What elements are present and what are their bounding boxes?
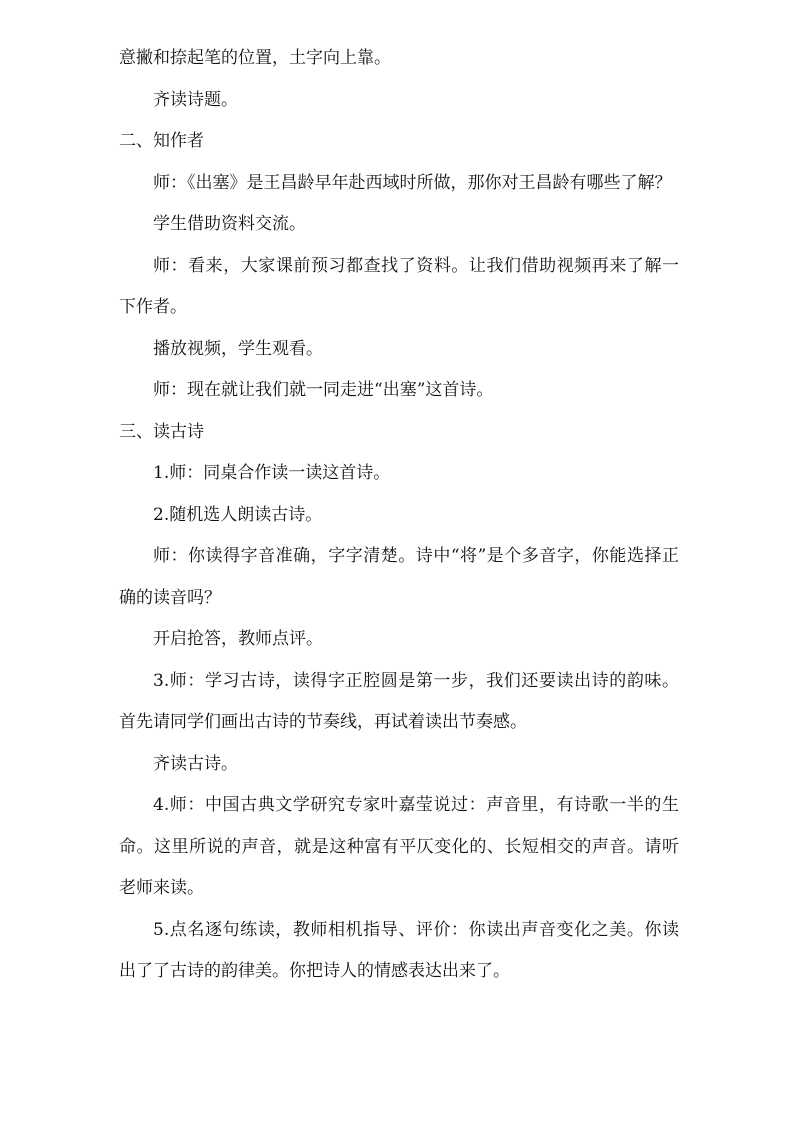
paragraph-student-exchange: 学生借助资料交流。 [153,214,306,234]
paragraph-teacher-pronunciation: 师：你读得字音准确，字字清楚。诗中“将”是个多音字，你能选择正确的读音吗？ [119,546,679,608]
paragraph-step-4: 4.师：中国古典文学研究专家叶嘉莹说过：声音里，有诗歌一半的生命。这里所说的声音，就是这种富有平仄变化的、长短相交的声音。请听老师来读。 [119,795,679,898]
document-body [119,38,679,993]
paragraph-step-2: 2.随机选人朗读古诗。 [153,504,323,525]
paragraph-read-poem: 齐读古诗。 [153,753,238,774]
paragraph-quick-answer: 开启抢答，教师点评。 [153,629,323,649]
paragraph-continued: 意撇和捺起笔的位置，土字向上靠。 [119,48,391,68]
section-heading-read-poem: 三、读古诗 [119,421,204,442]
section-heading-author: 二、知作者 [119,131,204,151]
paragraph-play-video: 播放视频，学生观看。 [153,338,323,359]
paragraph-step-1: 1.师：同桌合作读一读这首诗。 [153,463,391,483]
paragraph-teacher-video: 师：看来，大家课前预习都查找了资料。让我们借助视频再来了解一下作者。 [119,255,679,317]
paragraph-read-title: 齐读诗题。 [153,89,238,110]
paragraph-teacher-question-author: 师：《出塞》是王昌龄早年赴西域时所做，那你对王昌龄有哪些了解？ [153,172,672,193]
paragraph-step-5: 5.点名逐句练读，教师相机指导、评价：你读出声音变化之美。你读出了了古诗的韵律美。你把诗人的情感表达出来了。 [119,919,679,981]
paragraph-teacher-enter-poem: 师：现在就让我们就一同走进“出塞”这首诗。 [153,380,494,400]
paragraph-step-3: 3.师：学习古诗，读得字正腔圆是第一步，我们还要读出诗的韵味。首先请同学们画出古诗的节奏线，再试着读出节奏感。 [119,670,679,732]
